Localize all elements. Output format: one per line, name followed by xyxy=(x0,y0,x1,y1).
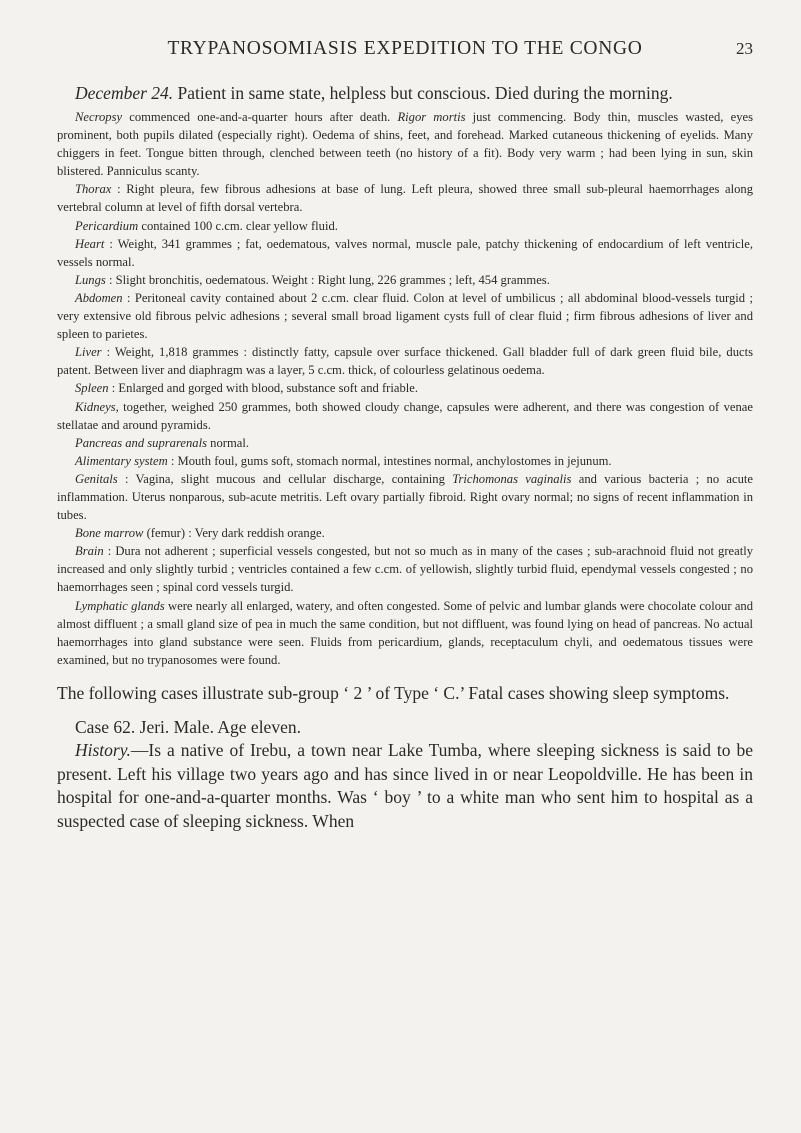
paragraph-text: : Slight bronchitis, oedematous. Weight : Right lung, 226 grammes ; left, 454 grammes. xyxy=(108,272,550,287)
thorax-paragraph xyxy=(57,180,753,216)
paragraph-label: Alimentary system xyxy=(75,453,168,468)
paragraph-text-secondary: and various bacteria ; no acute inflammation. Uterus nonparous, sub-acute metritis. Left ovary partially fibroid. Right ovary normal; no signs of recent inflammation in tubes. xyxy=(57,471,753,523)
liver-paragraph xyxy=(57,343,753,379)
paragraph-text: : Enlarged and gorged with blood, substance soft and friable. xyxy=(111,381,418,396)
paragraph-text: contained 100 c.cm. clear yellow fluid. xyxy=(141,218,338,233)
paragraph-text: were nearly all enlarged, watery, and often congested. Some of pelvic and lumbar glands were chocolate colour and almost diffluent ; a small gland size of pea in much the same condition, but not diffluent, was found lying on head of pancreas. No actual haemorrhages into gland substance were seen. Fluids from pericardium, glands, receptaculum chyli, and oedematous tissues were examined, but no trypanosomes were found. xyxy=(57,598,754,667)
lungs-paragraph xyxy=(57,271,753,289)
following-cases-paragraph: The following cases illustrate sub-group ‘ 2 ’ of Type ‘ C.’ Fatal cases showing sleep symptoms. xyxy=(57,682,730,703)
paragraph-label-secondary: Rigor mortis xyxy=(397,110,466,124)
necropsy-report xyxy=(57,108,753,669)
entry-date: December 24. xyxy=(75,83,174,103)
paragraph-text: : Right pleura, few fibrous adhesions at base of lung. Left pleura, showed three small sub-pleural haemorrhages along vertebral column at level of fifth dorsal vertebra. xyxy=(57,182,753,215)
paragraph-text: : Vagina, slight mucous and cellular discharge, containing xyxy=(124,471,453,486)
page-number: 23 xyxy=(736,39,753,58)
paragraph-label: Brain xyxy=(75,544,104,559)
running-title: TRYPANOSOMIASIS EXPEDITION TO THE CONGO xyxy=(167,38,643,59)
paragraph-text: : Peritoneal cavity contained about 2 c.cm. clear fluid. Colon at level of umbilicus ; all abdominal blood-vessels turgid ; very extensive old fibrous pelvic adhesions ; several small broad ligament cysts full of clear fluid ; firm fibrous adhesions of liver and spleen to parietes. xyxy=(57,290,753,342)
paragraph-text-secondary: just commencing. Body thin, muscles wasted, eyes prominent, both pupils dilated (especially right). Oedema of shins, feet, and forehead. Marked cutaneous thickening of eyelids. Many chiggers in feet. Tongue bitten through, clenched between teeth (no history of a fit). Body very warm ; had been lying in sun, skin blistered. Panniculus scanty. xyxy=(57,110,753,179)
genitals-paragraph xyxy=(57,470,753,524)
paragraph-text: : Weight, 1,818 grammes : distinctly fatty, capsule over surface thickened. Gall bladder full of dark green fluid bile, ducts patent. Between liver and diaphragm was a layer, 5 c.cm. thick, of colourless gelatinous oedema. xyxy=(57,345,753,378)
alimentary-paragraph xyxy=(57,452,753,470)
paragraph-text: normal. xyxy=(210,435,249,450)
brain-paragraph xyxy=(57,542,753,596)
paragraph-label: Genitals xyxy=(75,471,118,486)
paragraph-label: Heart xyxy=(75,236,105,251)
kidneys-paragraph xyxy=(57,398,753,434)
diary-entry xyxy=(57,82,753,105)
paragraph-label: Lymphatic glands xyxy=(75,598,165,613)
case-heading: Case 62. Jeri. Male. Age eleven. xyxy=(75,716,301,737)
paragraph-text: : Weight, 341 grammes ; fat, oedematous, valves normal, muscle pale, patchy thickening of endocardium of left ventricle, vessels normal. xyxy=(57,236,753,269)
pericardium-paragraph xyxy=(57,217,753,235)
paragraph-label-secondary: Trichomonas vaginalis xyxy=(452,471,572,486)
paragraph-label: Thorax xyxy=(75,182,112,197)
paragraph-text: : Mouth foul, gums soft, stomach normal, intestines normal, anchylostomes in jejunum. xyxy=(170,453,612,468)
bone-marrow-paragraph xyxy=(57,524,753,542)
spleen-paragraph xyxy=(57,379,753,397)
history-label: History. xyxy=(75,740,131,761)
paragraph-label: Spleen xyxy=(75,381,109,396)
paragraph-text: together, weighed 250 grammes, both showed cloudy change, capsules were adherent, and there was congestion of venae stellatae and around pyramids. xyxy=(57,399,753,432)
heart-paragraph xyxy=(57,235,753,271)
pancreas-paragraph xyxy=(57,434,753,452)
abdomen-paragraph xyxy=(57,289,753,343)
paragraph-text: commenced one-and-a-quarter hours after death. xyxy=(129,110,398,124)
paragraph-text: : Dura not adherent ; superficial vessels congested, but not so much as in many of the cases ; sub-arachnoid fluid not greatly increased and only slightly turbid ; ventricles contained a few c.cm. of yellowish, slightly turbid fluid, ependymal vessels congested ; no haemorrhages seen ; spinal cord vessels turgid. xyxy=(57,544,753,595)
paragraph-label: Liver xyxy=(75,345,102,360)
paragraph-label: Pancreas and suprarenals xyxy=(75,435,207,450)
entry-text: Patient in same state, helpless but conscious. Died during the morning. xyxy=(177,83,673,103)
paragraph-label: Kidneys, xyxy=(75,399,119,414)
paragraph-label: Necropsy xyxy=(75,110,123,124)
paragraph-label: Bone marrow xyxy=(75,526,144,541)
lymphatic-glands-paragraph xyxy=(57,597,753,669)
necropsy-paragraph xyxy=(57,108,753,180)
paragraph-label: Pericardium xyxy=(75,218,139,233)
history-paragraph xyxy=(57,739,753,833)
paragraph-text: (femur) : Very dark reddish orange. xyxy=(146,526,325,541)
paragraph-label: Lungs xyxy=(75,272,106,287)
history-text: —Is a native of Irebu, a town near Lake Tumba, where sleeping sickness is said to be present. Left his village two years ago and has since lived in or near Leopoldville. He has been in hospital for one-and-a-quarter months. Was ‘ boy ’ to a white man who sent him to hospital as a suspected case of sleeping sickness. When xyxy=(57,740,753,831)
running-head xyxy=(57,38,753,62)
paragraph-label: Abdomen xyxy=(75,290,123,305)
